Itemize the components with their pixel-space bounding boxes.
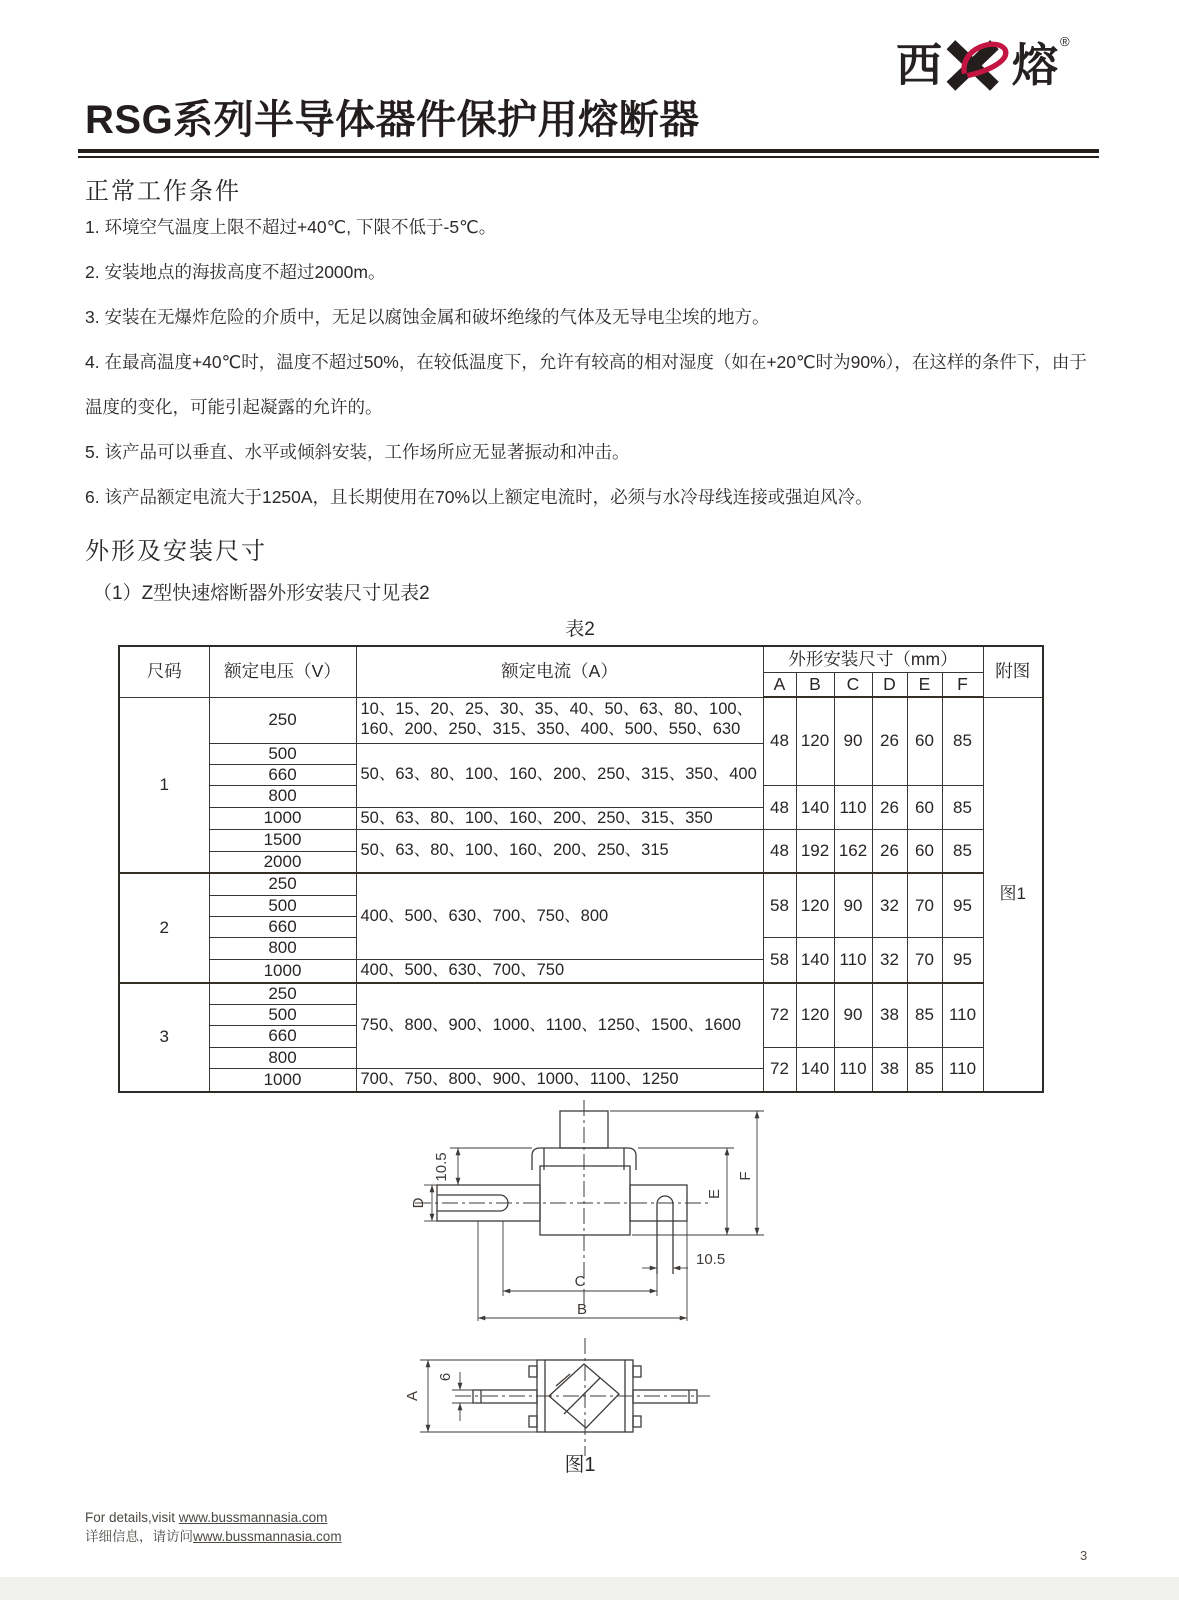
dim-cell: 48	[763, 830, 796, 873]
footer-en-text: For details,visit	[85, 1510, 179, 1525]
condition-item: 4. 在最高温度+40℃时，温度不超过50%，在较低温度下，允许有较高的相对湿度（如在+20℃时为90%），在这样的条件下，由于温度的变化，可能引起凝露的允许的。	[85, 352, 1087, 417]
page-number: 3	[1080, 1548, 1088, 1563]
header-dim-f: F	[942, 673, 983, 698]
dim-cell: 85	[907, 1047, 942, 1092]
size-cell: 2	[119, 873, 209, 982]
voltage-cell: 800	[209, 786, 356, 807]
condition-item: 3. 安装在无爆炸危险的介质中，无足以腐蚀金属和破坏绝缘的气体及无导电尘埃的地方。	[85, 307, 770, 327]
dim-cell: 70	[907, 938, 942, 983]
dim-label-a: A	[404, 1390, 421, 1402]
header-dim-a: A	[763, 673, 796, 698]
dim-cell: 72	[763, 983, 796, 1048]
voltage-cell: 1000	[209, 959, 356, 982]
dim-label-10-5-bottom: 10.5	[696, 1251, 726, 1268]
dim-label-6: 6	[437, 1372, 454, 1382]
dim-cell: 58	[763, 873, 796, 938]
dim-cell: 38	[872, 1047, 907, 1092]
header-dim-e: E	[907, 673, 942, 698]
logo-char-right: 熔	[1012, 39, 1058, 91]
logo-char-left: 西	[896, 39, 942, 91]
header-voltage: 额定电压（V）	[209, 646, 356, 697]
header-figure: 附图	[983, 646, 1043, 697]
header-dim-d: D	[872, 673, 907, 698]
bottom-strip	[0, 1577, 1179, 1600]
dim-label-c: C	[574, 1273, 586, 1290]
dim-cell: 110	[942, 1047, 983, 1092]
spec-table	[118, 645, 1044, 1093]
header-dims: 外形安装尺寸（mm）	[763, 646, 983, 673]
dim-cell: 26	[872, 830, 907, 873]
dim-cell: 32	[872, 873, 907, 938]
current-cell: 750、800、900、1000、1100、1250、1500、1600	[356, 983, 763, 1069]
dim-cell: 90	[834, 983, 872, 1048]
dim-cell: 140	[796, 938, 834, 983]
footer-url-link[interactable]: www.bussmannasia.com	[178, 1510, 328, 1525]
dim-cell: 90	[834, 873, 872, 938]
dim-cell: 140	[796, 1047, 834, 1092]
header-current: 额定电流（A）	[356, 646, 763, 697]
current-cell: 700、750、800、900、1000、1100、1250	[356, 1069, 763, 1092]
voltage-cell: 660	[209, 917, 356, 938]
voltage-cell: 800	[209, 938, 356, 959]
header-dim-b: B	[796, 673, 834, 698]
dim-cell: 58	[763, 938, 796, 983]
footer-cn-text: 详细信息，请访问	[85, 1529, 193, 1544]
dim-cell: 90	[834, 697, 872, 786]
dim-cell: 85	[942, 697, 983, 786]
dim-cell: 60	[907, 786, 942, 830]
figure1-front-view-drawing	[360, 1078, 800, 1328]
dim-cell: 140	[796, 786, 834, 830]
dim-label-f: F	[737, 1171, 754, 1181]
voltage-cell: 250	[209, 697, 356, 743]
dim-cell: 26	[872, 697, 907, 786]
spec-table-container	[118, 645, 1044, 1093]
voltage-cell: 500	[209, 743, 356, 764]
dim-cell: 120	[796, 983, 834, 1048]
working-conditions-list	[85, 205, 1097, 520]
voltage-cell: 1000	[209, 1069, 356, 1092]
footer	[85, 1508, 342, 1546]
page-title: RSG系列半导体器件保护用熔断器	[85, 98, 700, 142]
voltage-cell: 660	[209, 764, 356, 785]
current-cell: 400、500、630、700、750、800	[356, 873, 763, 959]
section-heading-dimensions: 外形及安装尺寸	[85, 538, 267, 565]
voltage-cell: 250	[209, 873, 356, 895]
header-dim-c: C	[834, 673, 872, 698]
footer-line-en	[85, 1508, 342, 1527]
dim-cell: 85	[942, 830, 983, 873]
voltage-cell: 2000	[209, 851, 356, 873]
title-rule	[78, 149, 1099, 158]
xr-logo-mark-icon	[942, 36, 1012, 94]
dim-cell: 162	[834, 830, 872, 873]
dim-cell: 120	[796, 873, 834, 938]
figure-caption: 图1	[564, 1454, 596, 1476]
current-cell: 400、500、630、700、750	[356, 959, 763, 982]
table-caption: 表2	[565, 619, 595, 640]
dim-cell: 26	[872, 786, 907, 830]
dim-cell: 95	[942, 938, 983, 983]
voltage-cell: 250	[209, 983, 356, 1005]
dim-label-b: B	[576, 1301, 588, 1318]
size-cell: 3	[119, 983, 209, 1092]
section-heading-working-conditions: 正常工作条件	[85, 178, 241, 205]
dim-cell: 85	[942, 786, 983, 830]
dim-cell: 95	[942, 873, 983, 938]
current-cell: 50、63、80、100、160、200、250、315	[356, 830, 763, 873]
dim-cell: 38	[872, 983, 907, 1048]
current-cell: 10、15、20、25、30、35、40、50、63、80、100、160、200、250、315、350、400、500、550、630	[356, 697, 763, 743]
dim-cell: 120	[796, 697, 834, 786]
condition-item: 1. 环境空气温度上限不超过+40℃, 下限不低于-5℃。	[85, 217, 497, 237]
footer-url-link[interactable]: www.bussmannasia.com	[193, 1529, 342, 1544]
dim-cell: 48	[763, 786, 796, 830]
dim-cell: 60	[907, 697, 942, 786]
size-cell: 1	[119, 697, 209, 873]
dim-cell: 72	[763, 1047, 796, 1092]
voltage-cell: 660	[209, 1026, 356, 1047]
figure-ref-cell: 图1	[983, 697, 1043, 1092]
dim-cell: 70	[907, 873, 942, 938]
dim-cell: 192	[796, 830, 834, 873]
registered-mark: ®	[1060, 34, 1070, 49]
header-size: 尺码	[119, 646, 209, 697]
current-cell: 50、63、80、100、160、200、250、315、350、400	[356, 743, 763, 807]
dimension-note: （1）Z型快速熔断器外形安装尺寸见表2	[93, 583, 430, 604]
dim-cell: 60	[907, 830, 942, 873]
voltage-cell: 800	[209, 1047, 356, 1068]
brand-logo	[896, 36, 1070, 94]
dim-cell: 110	[834, 786, 872, 830]
voltage-cell: 500	[209, 895, 356, 916]
footer-line-cn	[85, 1527, 342, 1546]
dim-cell: 48	[763, 697, 796, 786]
dim-cell: 32	[872, 938, 907, 983]
dim-cell: 110	[834, 938, 872, 983]
voltage-cell: 1500	[209, 830, 356, 851]
voltage-cell: 500	[209, 1005, 356, 1026]
current-cell: 50、63、80、100、160、200、250、315、350	[356, 807, 763, 830]
dim-cell: 110	[834, 1047, 872, 1092]
figure1-top-view-drawing	[360, 1330, 800, 1465]
condition-item: 6. 该产品额定电流大于1250A，且长期使用在70%以上额定电流时，必须与水冷母线连接或强迫风冷。	[85, 487, 873, 507]
dim-label-e: E	[706, 1188, 723, 1200]
dim-cell: 85	[907, 983, 942, 1048]
condition-item: 2. 安装地点的海拔高度不超过2000m。	[85, 262, 386, 282]
voltage-cell: 1000	[209, 807, 356, 830]
dim-label-d: D	[410, 1197, 427, 1209]
dim-cell: 110	[942, 983, 983, 1048]
dim-label-10-5-top: 10.5	[433, 1152, 450, 1182]
condition-item: 5. 该产品可以垂直、水平或倾斜安装，工作场所应无显著振动和冲击。	[85, 442, 630, 462]
